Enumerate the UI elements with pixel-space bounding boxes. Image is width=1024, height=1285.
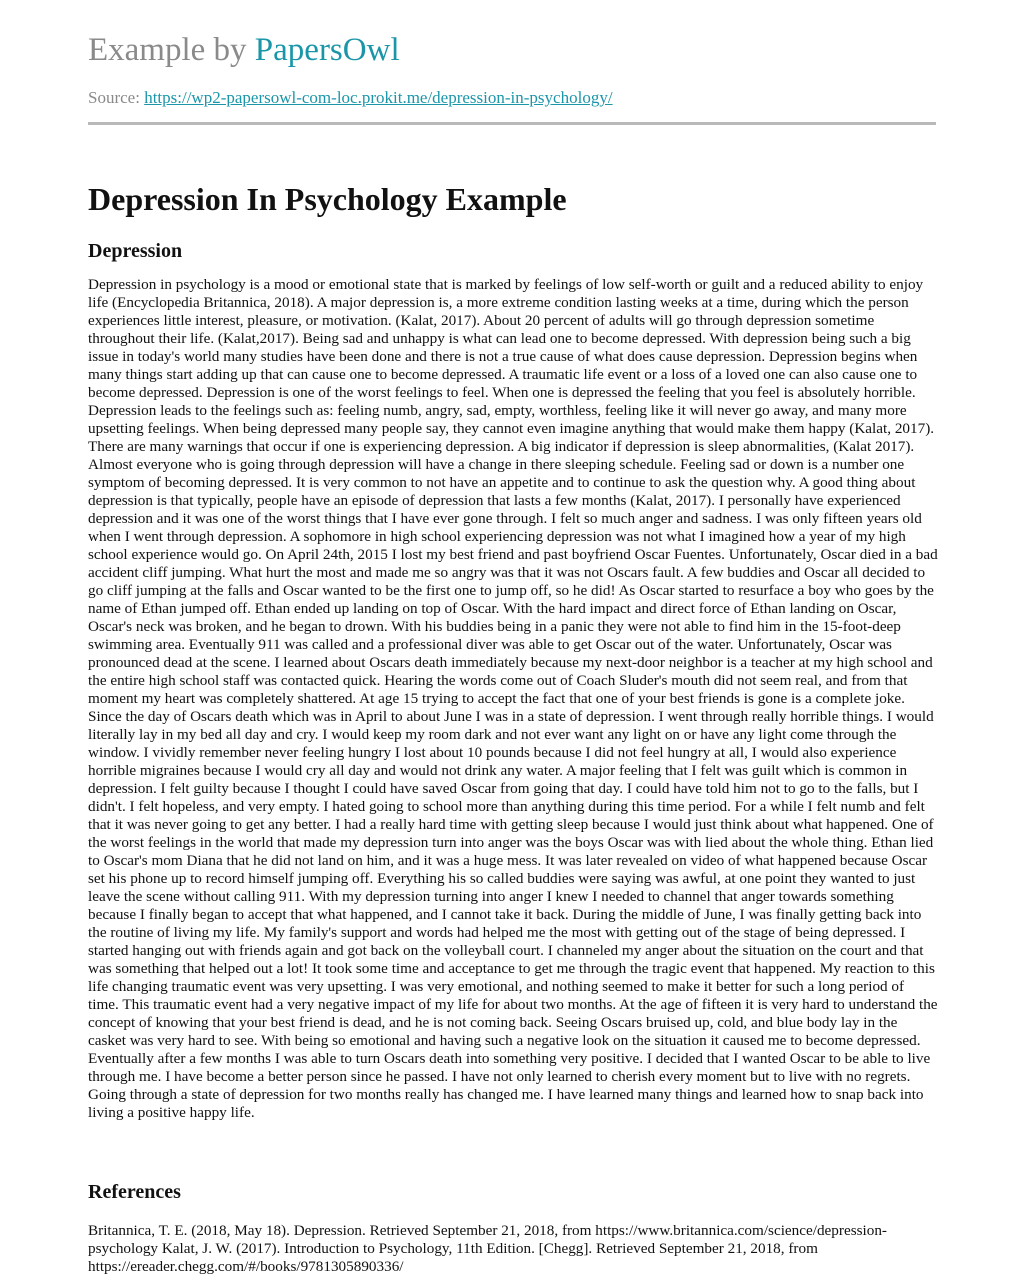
header-divider xyxy=(88,122,936,125)
references-text: Britannica, T. E. (2018, May 18). Depression. Retrieved September 21, 2018, from https://www.britannica.com/science/depression-psychology Kalat, J. W. (2017). Introduction to Psychology, 11th Edition. [Chegg]. Retrieved September 21, 2018, from https://ereader.chegg.com/#/books/9781305890336/ xyxy=(88,1222,887,1275)
section-heading-references: References xyxy=(88,1181,181,1203)
brand-prefix: Example by xyxy=(88,32,255,68)
page-title: Depression In Psychology Example xyxy=(88,181,567,217)
brand-header xyxy=(88,30,400,70)
source-link[interactable]: https://wp2-papersowl-com-loc.prokit.me/depression-in-psychology/ xyxy=(144,88,613,107)
source-label: Source: xyxy=(88,88,145,107)
article-body: Depression in psychology is a mood or emotional state that is marked by feelings of low self-worth or guilt and a reduced ability to enjoy life (Encyclopedia Britannica, 2018). A major depression is, a more extreme condition lasting weeks at a time, during which the person experiences little interest, pleasure, or motivation. (Kalat, 2017). About 20 percent of adults will go through depression sometime throughout their life. (Kalat,2017). Being sad and unhappy is what can lead one to become depressed. With depression being such a big issue in today's world many studies have been done and there is not a true cause of what does cause depression. Depression begins when many things start adding up that can cause one to become depressed. A traumatic life event or a loss of a loved one can also cause one to become depressed. Depression is one of the worst feelings to feel. When one is depressed the feeling that you feel is absolutely horrible. Depression leads to the feelings such as: feeling numb, angry, sad, empty, worthless, feeling like it will never go away, and many more upsetting feelings. When being depressed many people say, they cannot even imagine anything that would make them happy (Kalat, 2017). There are many warnings that occur if one is experiencing depression. A big indicator if depression is sleep abnormalities, (Kalat 2017). Almost everyone who is going through depression will have a change in there sleeping schedule. Feeling sad or down is a number one symptom of becoming depressed. It is very common to not have an appetite and to continue to ask the question why. A good thing about depression is that typically, people have an episode of depression that lasts a few months (Kalat, 2017). I personally have experienced depression and it was one of the worst things that I have ever gone through. I felt so much anger and sadness. I was only fifteen years old when I went through depression. A sophomore in high school experiencing depression was not what I imagined how a year of my high school experience would go. On April 24th, 2015 I lost my best friend and past boyfriend Oscar Fuentes. Unfortunately, Oscar died in a bad accident cliff jumping. What hurt the most and made me so angry was that it was not Oscars fault. A few buddies and Oscar all decided to go cliff jumping at the falls and Oscar wanted to be the first one to jump off, so he did! As Oscar started to resurface a boy who goes by the name of Ethan jumped off. Ethan ended up landing on top of Oscar. With the hard impact and direct force of Ethan landing on Oscar, Oscar's neck was broken, and he began to drown. With his buddies being in a panic they were not able to find him in the 15-foot-deep swimming area. Eventually 911 was called and a professional diver was able to get Oscar out of the water. Unfortunately, Oscar was pronounced dead at the scene. I learned about Oscars death immediately because my next-door neighbor is a teacher at my high school and the entire high school staff was contacted quick. Hearing the words come out of Coach Sluder's mouth did not seem real, and from that moment my heart was completely shattered. At age 15 trying to accept the fact that one of your best friends is gone is a complete joke. Since the day of Oscars death which was in April to about June I was in a state of depression. I went through really horrible things. I would literally lay in my bed all day and cry. I would keep my room dark and not ever want any light on or have any light come through the window. I vividly remember never feeling hungry I lost about 10 pounds because I did not feel hungry at all, I would also experience horrible migraines because I would cry all day and would not drink any water. A major feeling that I felt was guilt which is common in depression. I felt guilty because I thought I could have saved Oscar from going that day. I could have told him not to go to the falls, but I didn't. I felt hopeless, and very empty. I hated going to school more than anything during this time period. For a while I felt numb and felt that it was never going to get any better. I had a really hard time with getting sleep because I would just think about what happened. One of the worst feelings in the world that made my depression turn into anger was the boys Oscar was with lied about the whole thing. Ethan lied to Oscar's mom Diana that he did not land on him, and it was a huge mess. It was later revealed on video of what happened because Oscar set his phone up to record himself jumping off. Everything his so called buddies were saying was awful, at one point they wanted to just leave the scene without calling 911. With my depression turning into anger I knew I needed to channel that anger towards something because I finally began to accept that what happened, and I cannot take it back. During the middle of June, I was finally getting back into the routine of living my life. My family's support and words had helped me the most with getting out of the stage of being depressed. I started hanging out with friends again and got back on the volleyball court. I channeled my anger about the situation on the court and that was something that helped out a lot! It took some time and acceptance to get me through the tragic event that happened. My reaction to this life changing traumatic event was very upsetting. I was very emotional, and nothing seemed to make it better for such a long period of time. This traumatic event had a very negative impact of my life for about two months. At the age of fifteen it is very hard to understand the concept of knowing that your best friend is dead, and he is not coming back. Seeing Oscars bruised up, cold, and blue body lay in the casket was very hard to see. With being so emotional and having such a negative look on the situation it caused me to become depressed. Eventually after a few months I was able to turn Oscars death into something very positive. I decided that I wanted Oscar to be able to live through me. I have become a better person since he passed. I have not only learned to cherish every moment but to live with no regrets. Going through a state of depression for two months really has changed me. I have learned many things and learned how to snap back into living a positive happy life. xyxy=(88,276,938,1121)
section-heading-depression: Depression xyxy=(88,240,183,262)
brand-name[interactable]: PapersOwl xyxy=(254,32,400,68)
source-line xyxy=(88,88,613,108)
